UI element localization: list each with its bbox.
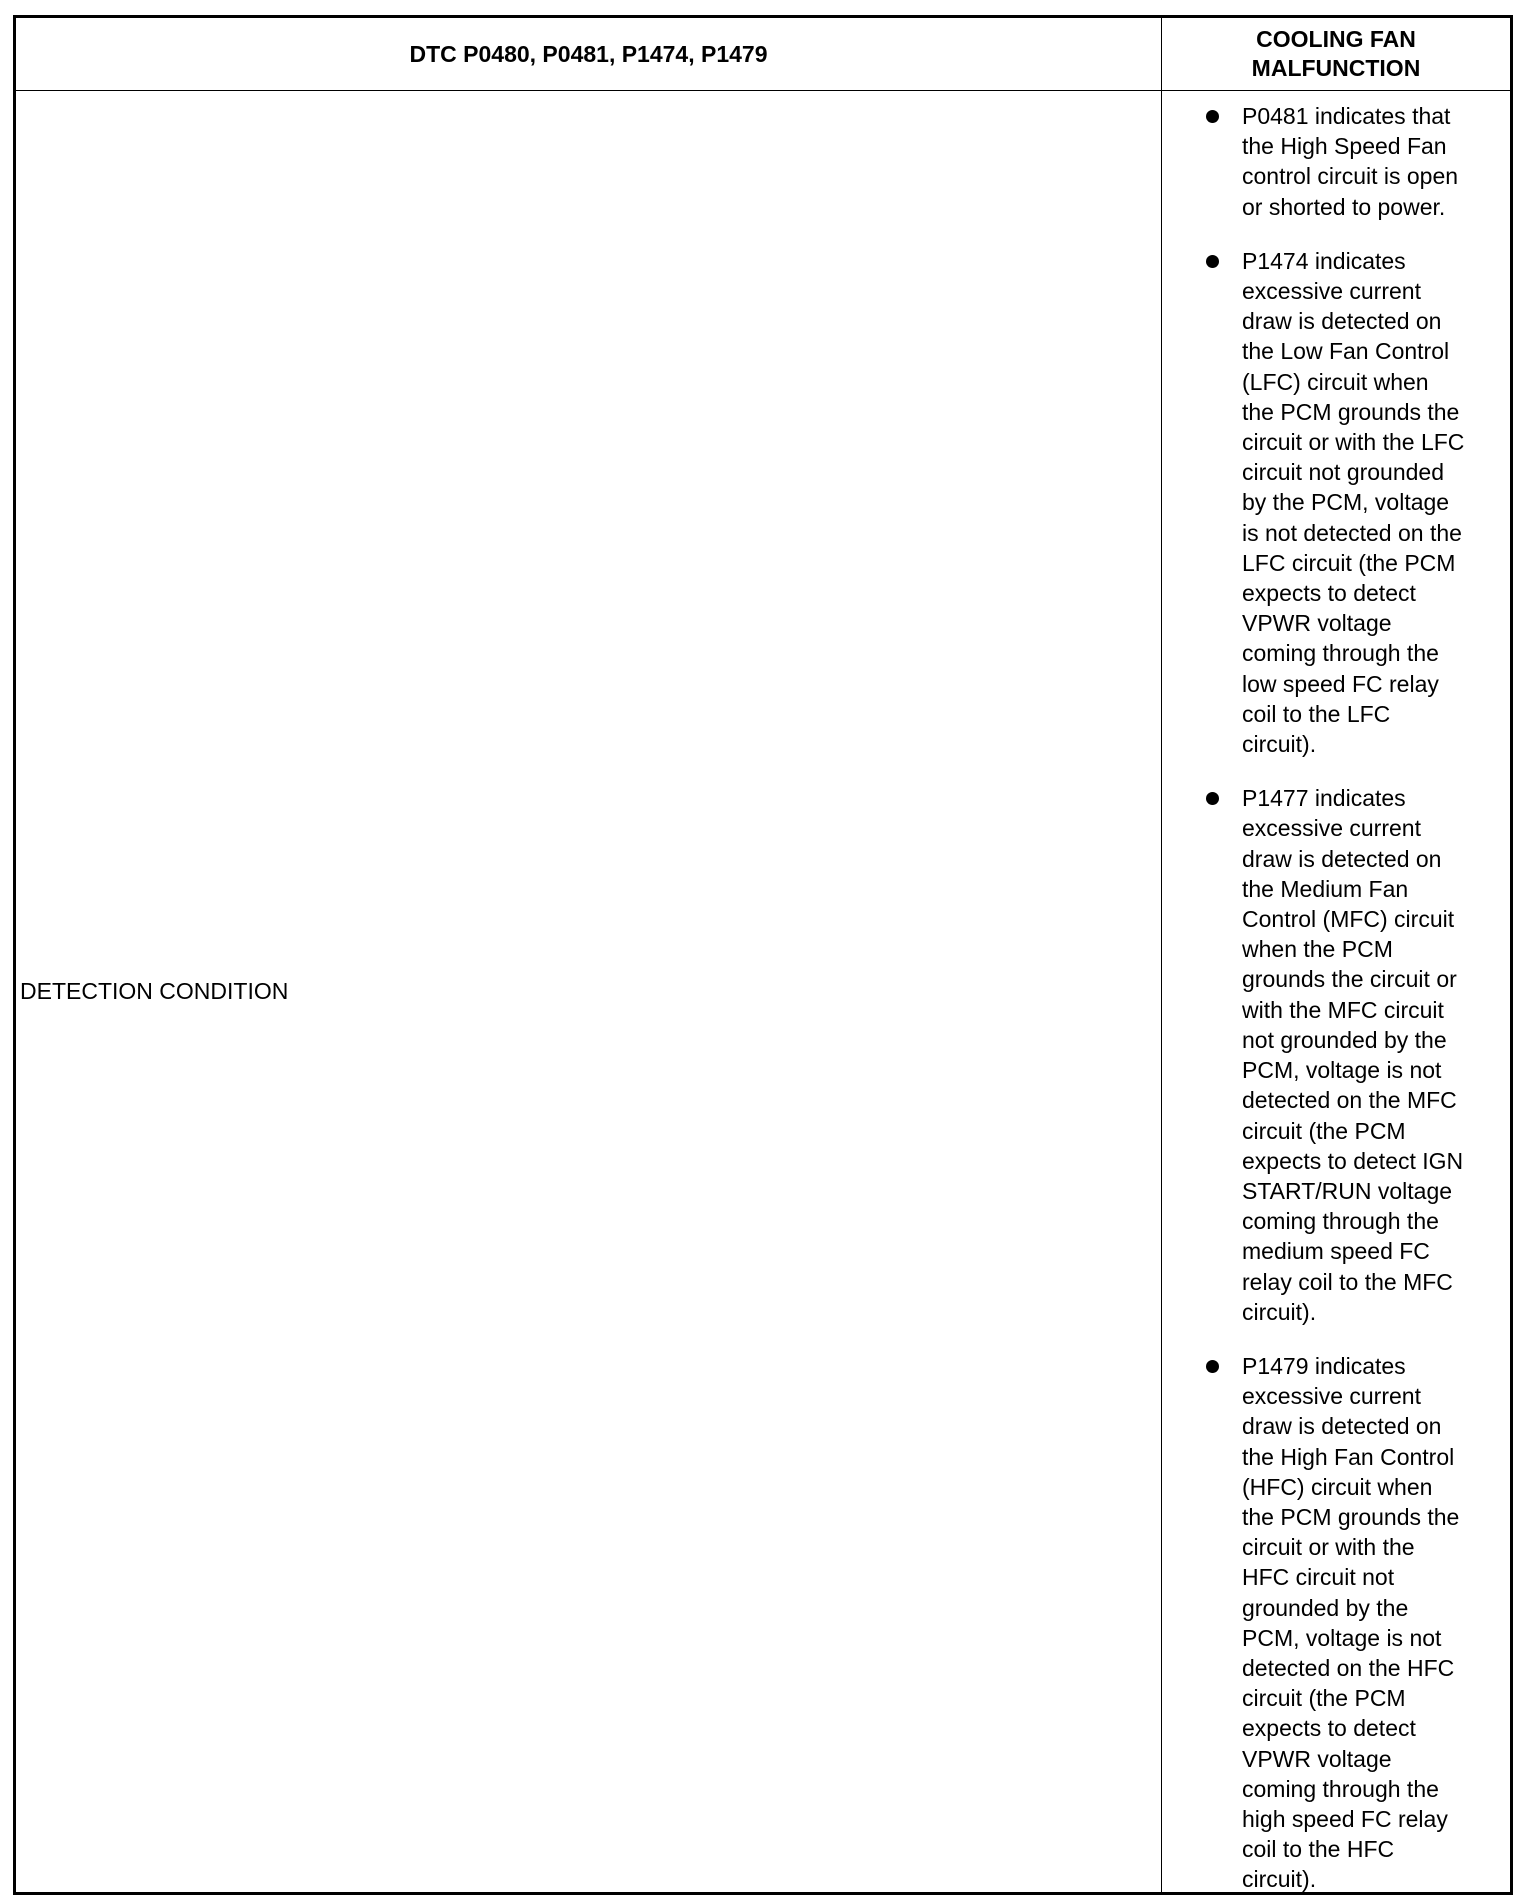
row-label-cell: [16, 91, 1161, 1892]
header-right-line-2: MALFUNCTION: [1251, 55, 1421, 81]
bullet-line: circuit not grounded: [1242, 459, 1445, 486]
bullet-line: LFC circuit (the PCM: [1242, 549, 1456, 576]
bullet-line: circuit).: [1242, 1298, 1317, 1325]
bullet-line: P1474 indicates: [1242, 247, 1406, 274]
table-header-row: [16, 18, 1510, 91]
bullet-line: detected on the HFC: [1242, 1654, 1455, 1681]
bullet-line: is not detected on the: [1242, 519, 1462, 546]
bullet-text: [1242, 101, 1504, 222]
bullet-line: circuit).: [1242, 1866, 1317, 1893]
bullet-line: P1477 indicates: [1242, 785, 1406, 812]
bullet-line: Control (MFC) circuit: [1242, 906, 1455, 933]
bullet-line: draw is detected on: [1242, 845, 1442, 872]
bullet-line: expects to detect IGN: [1242, 1147, 1464, 1174]
bullet-line: excessive current: [1242, 1383, 1421, 1410]
bullet-line: the Medium Fan: [1242, 875, 1409, 902]
header-right-line-1: COOLING FAN: [1256, 26, 1416, 52]
bullet-dot-icon: [1206, 792, 1219, 805]
bullet-line: the High Fan Control: [1242, 1443, 1455, 1470]
bullet-line: expects to detect: [1242, 1715, 1416, 1742]
bullet-line: circuit or with the LFC: [1242, 429, 1465, 456]
bullet-line: expects to detect: [1242, 580, 1416, 607]
bullet-line: grounded by the: [1242, 1594, 1409, 1621]
detection-condition-details: [1162, 91, 1510, 1892]
detection-condition-label: DETECTION CONDITION: [20, 978, 289, 1004]
bullet-line: or shorted to power.: [1242, 193, 1446, 220]
bullet-line: with the MFC circuit: [1242, 996, 1444, 1023]
bullet-line: PCM, voltage is not: [1242, 1057, 1442, 1084]
bullet-line: control circuit is open: [1242, 163, 1459, 190]
bullet-list: [1162, 101, 1510, 1895]
bullet-line: coming through the: [1242, 1775, 1439, 1802]
bullet-line: coming through the: [1242, 1208, 1439, 1235]
bullet-line: circuit or with the: [1242, 1534, 1415, 1561]
bullet-line: the Low Fan Control: [1242, 338, 1450, 365]
bullet-dot-icon: [1206, 255, 1219, 268]
bullet-line: START/RUN voltage: [1242, 1177, 1453, 1204]
bullet-line: by the PCM, voltage: [1242, 489, 1450, 516]
bullet-line: grounds the circuit or: [1242, 966, 1457, 993]
bullet-item-p1479: [1162, 1351, 1510, 1895]
dtc-table: [13, 15, 1513, 1895]
bullet-line: draw is detected on: [1242, 308, 1442, 335]
bullet-text: [1242, 246, 1504, 759]
bullet-line: draw is detected on: [1242, 1413, 1442, 1440]
bullet-line: coil to the HFC: [1242, 1836, 1395, 1863]
bullet-line: the PCM grounds the: [1242, 398, 1460, 425]
bullet-line: PCM, voltage is not: [1242, 1624, 1442, 1651]
bullet-line: not grounded by the: [1242, 1026, 1447, 1053]
bullet-line: HFC circuit not: [1242, 1564, 1395, 1591]
bullet-line: high speed FC relay: [1242, 1805, 1448, 1832]
bullet-line: excessive current: [1242, 278, 1421, 305]
bullet-text: [1242, 783, 1504, 1327]
bullet-line: (HFC) circuit when: [1242, 1473, 1433, 1500]
bullet-line: the PCM grounds the: [1242, 1503, 1460, 1530]
header-cooling-fan-malfunction: [1162, 18, 1510, 90]
bullet-line: when the PCM: [1242, 936, 1393, 963]
bullet-dot-icon: [1206, 1360, 1219, 1373]
bullet-line: the High Speed Fan: [1242, 133, 1447, 160]
bullet-line: (LFC) circuit when: [1242, 368, 1429, 395]
bullet-item-p0481: [1162, 101, 1510, 222]
bullet-text: [1242, 1351, 1504, 1895]
bullet-line: VPWR voltage: [1242, 1745, 1392, 1772]
bullet-line: coil to the LFC: [1242, 700, 1391, 727]
header-dtc-codes: DTC P0480, P0481, P1474, P1479: [409, 40, 768, 67]
bullet-line: excessive current: [1242, 815, 1421, 842]
bullet-line: low speed FC relay: [1242, 670, 1439, 697]
bullet-dot-icon: [1206, 110, 1219, 123]
bullet-line: circuit).: [1242, 731, 1317, 758]
bullet-line: relay coil to the MFC: [1242, 1268, 1453, 1295]
bullet-line: circuit (the PCM: [1242, 1685, 1406, 1712]
bullet-line: P1479 indicates: [1242, 1352, 1406, 1379]
bullet-line: coming through the: [1242, 640, 1439, 667]
bullet-item-p1474: [1162, 246, 1510, 759]
bullet-line: circuit (the PCM: [1242, 1117, 1406, 1144]
bullet-line: VPWR voltage: [1242, 610, 1392, 637]
bullet-item-p1477: [1162, 783, 1510, 1327]
bullet-line: medium speed FC: [1242, 1238, 1430, 1265]
bullet-line: detected on the MFC: [1242, 1087, 1457, 1114]
bullet-line: P0481 indicates that: [1242, 103, 1451, 129]
